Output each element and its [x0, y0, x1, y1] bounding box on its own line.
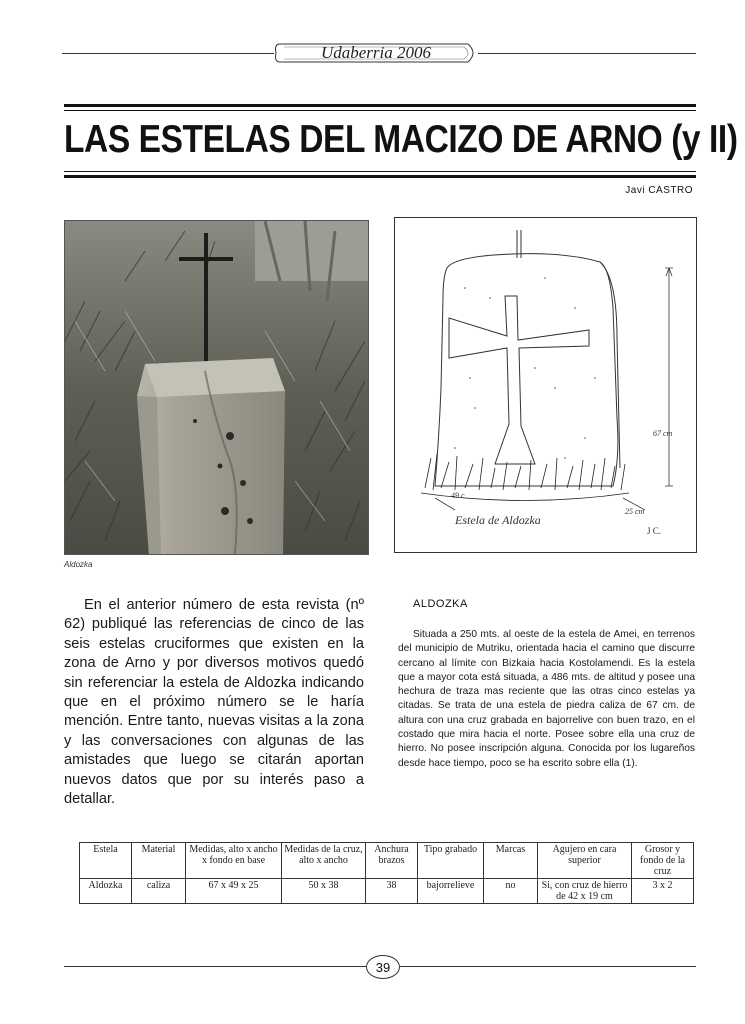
- table-cell: Si, con cruz de hierro de 42 x 19 cm: [538, 879, 632, 904]
- article-title: LAS ESTELAS DEL MACIZO DE ARNO (y II): [64, 118, 738, 161]
- table-cell: Aldozka: [80, 879, 132, 904]
- header-rule-left: [62, 53, 274, 54]
- drawing-width-label: 49 c: [451, 491, 465, 500]
- stele-drawing: [394, 217, 697, 553]
- table-header-cell: Medidas, alto x ancho x fondo en base: [186, 843, 282, 879]
- table-header-cell: Material: [132, 843, 186, 879]
- photo-caption: Aldozka: [64, 560, 93, 569]
- section-heading: ALDOZKA: [413, 598, 468, 610]
- table-header-cell: Grosor y fondo de la cruz: [632, 843, 694, 879]
- table-header-row: [80, 843, 694, 879]
- table-header-cell: Medidas de la cruz, alto x ancho: [282, 843, 366, 879]
- table-header-cell: Anchura brazos: [366, 843, 418, 879]
- page-number: 39: [366, 955, 400, 979]
- footer-rule-right: [400, 966, 696, 967]
- article-author: Javi CASTRO: [625, 185, 693, 196]
- title-rule-top-thick: [64, 104, 696, 107]
- stele-sketch-icon: [395, 218, 696, 552]
- table-header-cell: Agujero en cara superior: [538, 843, 632, 879]
- drawing-height-label: 67 cm: [653, 429, 673, 438]
- stele-photo-image-icon: [65, 221, 368, 554]
- table-cell: 67 x 49 x 25: [186, 879, 282, 904]
- table-cell: bajorrelieve: [418, 879, 484, 904]
- table-header-cell: Estela: [80, 843, 132, 879]
- drawing-depth-label: 25 cm: [625, 507, 645, 516]
- table-cell: 50 x 38: [282, 879, 366, 904]
- table-header-cell: Tipo grabado: [418, 843, 484, 879]
- intro-paragraph: En el anterior número de esta revista (nº 62) publiqué las referencias de cinco de las seis estelas cruciformes que existen en la zona de Arno y por diversos motivos quedó sin referenciar la estela de Aldozka indicando que en el próximo número se le haría mención. Entre tanto, nuevas visitas a la zona y las conversaciones con algunas de las amistades que luego se citarán aportan nuevos datos que por su interés paso a detallar.: [64, 597, 364, 808]
- section-paragraph: Situada a 250 mts. al oeste de la estela de Amei, en terrenos del municipio de Mutriku, orientada hacia el camino que discurre cercano al límite con Bizkaia hacia Kostolamendi. Es la estela que a mayor cota está situada, a 486 mts. de altitud y posee una hechura de traza mas reciente que las otras cinco estelas ya citadas. Se trata de una estela de piedra caliza de 67 cm. de altura con una cruz grabada en bajorrelive con buen trazo, en el costado que mira hacia el norte. Posee sobre ella una cruz de hierro. No posee inscripción alguna. Conocida por los lugareños desde hace tiempo, poco se ha escrito sobre ella (1).: [398, 629, 695, 769]
- footer-rule-left: [64, 966, 366, 967]
- table-cell: no: [484, 879, 538, 904]
- table-cell: 38: [366, 879, 418, 904]
- drawing-initials-label: J C.: [647, 526, 662, 536]
- table-cell: caliza: [132, 879, 186, 904]
- header-banner: [272, 41, 480, 65]
- title-rule-top-thin: [64, 110, 696, 111]
- table-row: [80, 879, 694, 904]
- stele-data-table: [79, 842, 694, 904]
- drawing-title-label: Estela de Aldozka: [455, 513, 541, 527]
- header-rule-right: [478, 53, 696, 54]
- header-banner-text: Udaberria 2006: [320, 43, 432, 62]
- table-header-cell: Marcas: [484, 843, 538, 879]
- stele-photo: [64, 220, 369, 555]
- title-rule-bottom-thin: [64, 171, 696, 172]
- title-rule-bottom-thick: [64, 175, 696, 178]
- table-cell: 3 x 2: [632, 879, 694, 904]
